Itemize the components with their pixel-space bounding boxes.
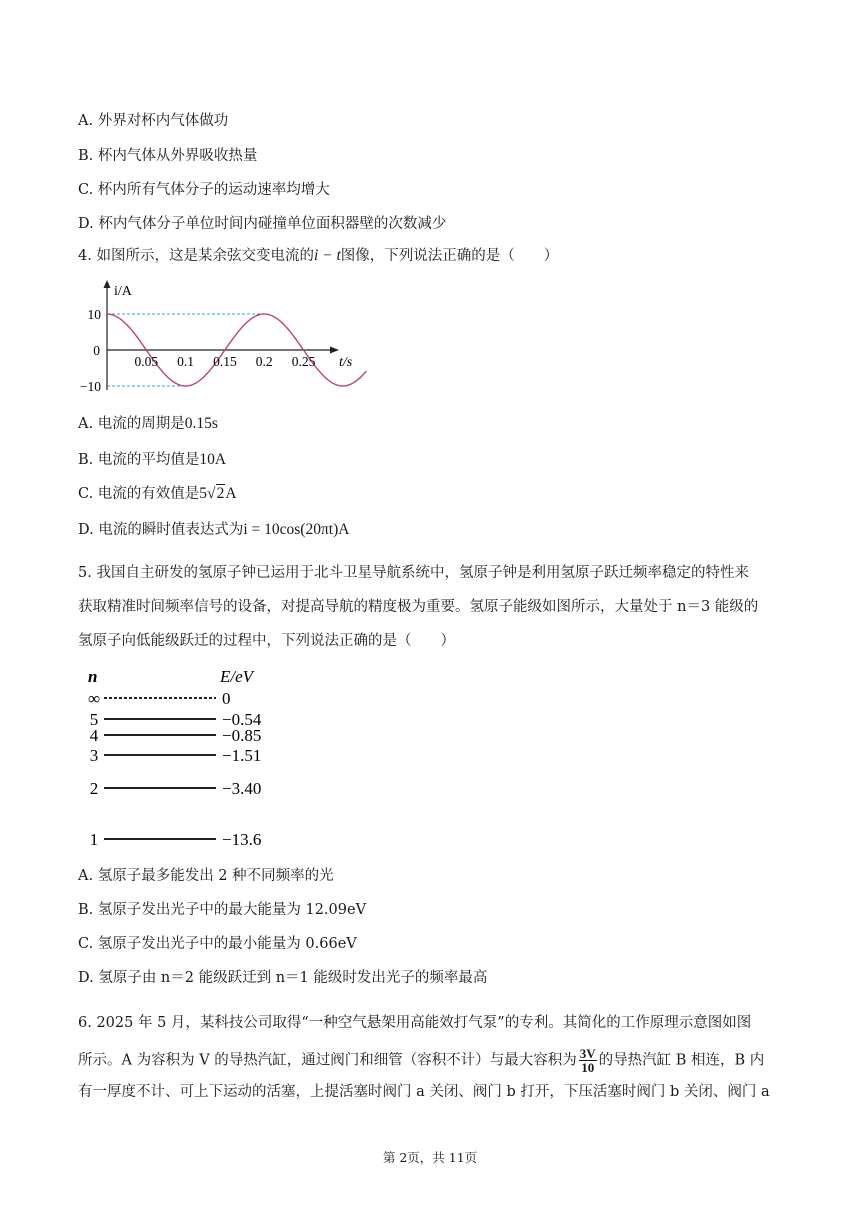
x-tick-label: 0.1 <box>177 354 195 369</box>
level-energy-label: −13.6 <box>222 830 262 849</box>
q4-option-c-text: C. 电流的有效值是 <box>78 486 200 502</box>
y-axis-label: i/A <box>114 284 132 299</box>
q4-option-c-radicand: 2 <box>216 485 225 502</box>
level-energy-label: −3.40 <box>222 779 262 798</box>
q4-option-c-math <box>199 484 236 502</box>
x-tick-label: 0.15 <box>213 354 237 369</box>
x-axis-arrow <box>330 347 339 354</box>
q6-line-2-after: 的导热汽缸 B 相连，B 内 <box>598 1052 765 1069</box>
level-n-label: ∞ <box>87 689 101 708</box>
q5-energy-level-diagram <box>78 664 298 854</box>
q4-stem-math: i − t <box>313 247 341 264</box>
q4-option-b <box>78 450 226 470</box>
q6-line-3: 有一厚度不计、可上下运动的活塞，上提活塞时阀门 a 关闭、阀门 b 打开，下压活塞时阀门 b 关闭、阀门 a <box>78 1084 770 1100</box>
q3-option-c: C. 杯内所有气体分子的运动速率均增大 <box>78 182 330 198</box>
q4-stem <box>78 246 558 266</box>
q5-stem-line-1: 5. 我国自主研发的氢原子钟已运用于北斗卫星导航系统中，氢原子钟是利用氢原子跃迁频率稳定的特性来 <box>78 565 749 581</box>
q4-option-c-unit: A <box>225 485 237 502</box>
q4-option-c <box>78 484 237 504</box>
level-n-label: 5 <box>89 710 99 729</box>
level-energy-label: 0 <box>222 689 231 708</box>
q3-option-a: A. 外界对杯内气体做功 <box>78 113 229 129</box>
x-tick-label: 0.2 <box>255 354 273 369</box>
y-tick-label: −10 <box>79 379 101 394</box>
q4-option-b-math: 10A <box>199 451 227 468</box>
q6-line-1: 6. 2025 年 5 月，某科技公司取得“一种空气悬架用高能效打气泵”的专利。其简化的工作原理示意图如图 <box>78 1015 752 1031</box>
q6-fraction-numerator: 3V <box>579 1046 596 1061</box>
q5-option-d: D. 氢原子由 n＝2 能级跃迁到 n＝1 能级时发出光子的频率最高 <box>78 970 488 986</box>
level-energy-label: −0.85 <box>222 726 262 745</box>
level-n-label: 1 <box>89 830 99 849</box>
q5-stem-line-3: 氢原子向低能级跃迁的过程中，下列说法正确的是（ ） <box>78 633 455 649</box>
q4-option-b-text: B. 电流的平均值是 <box>78 452 200 468</box>
q4-option-a <box>78 414 218 434</box>
q4-option-d-math: i = 10cos(20πt)A <box>243 521 350 538</box>
q4-option-a-text: A. 电流的周期是 <box>78 416 185 432</box>
q3-option-b: B. 杯内气体从外界吸收热量 <box>78 148 258 164</box>
level-energy-label: −0.54 <box>222 710 262 729</box>
q4-stem-before: 4. 如图所示，这是某余弦交变电流的 <box>78 248 314 264</box>
q4-option-d <box>78 520 349 540</box>
q6-fraction <box>579 1047 597 1074</box>
y-tick-label: 10 <box>87 307 101 322</box>
q6-line-2-before: 所示。A 为容积为 V 的导热汽缸，通过阀门和细管（容积不计）与最大容积为 <box>78 1052 577 1069</box>
q4-option-a-math: 0.15s <box>184 415 218 432</box>
level-energy-label: −1.51 <box>222 746 262 765</box>
q6-line-2 <box>78 1047 764 1074</box>
page-footer: 第 2页，共 11页 <box>382 1150 478 1165</box>
q5-option-a: A. 氢原子最多能发出 2 种不同频率的光 <box>78 868 334 884</box>
q3-option-d: D. 杯内气体分子单位时间内碰撞单位面积器壁的次数减少 <box>78 216 447 232</box>
origin-label: 0 <box>93 343 100 358</box>
q4-option-c-coef: 5 <box>199 485 208 502</box>
x-tick-label: 0.25 <box>291 354 316 369</box>
q5-option-c: C. 氢原子发出光子中的最小能量为 0.66eV <box>78 936 357 952</box>
q6-fraction-denominator: 10 <box>581 1060 595 1075</box>
q4-current-graph <box>78 278 368 398</box>
level-n-label: 2 <box>89 779 99 798</box>
q4-stem-after: 图像，下列说法正确的是（ ） <box>340 248 559 264</box>
y-axis-arrow <box>104 280 111 288</box>
level-n-label: 3 <box>89 746 99 765</box>
energy-column-header: E/eV <box>220 667 254 686</box>
q5-option-b: B. 氢原子发出光子中的最大能量为 12.09eV <box>78 902 367 918</box>
level-n-label: 4 <box>89 726 99 745</box>
q5-stem-line-2: 获取精准时间频率信号的设备，对提高导航的精度极为重要。氢原子能级如图所示，大量处于 n＝3 能级的 <box>78 599 759 615</box>
q4-option-d-text: D. 电流的瞬时值表达式为 <box>78 522 244 538</box>
x-tick-label: 0.05 <box>134 354 159 369</box>
sqrt-symbol: √ <box>207 485 216 502</box>
x-axis-label: t/s <box>339 355 353 370</box>
n-column-header: n <box>88 667 98 686</box>
